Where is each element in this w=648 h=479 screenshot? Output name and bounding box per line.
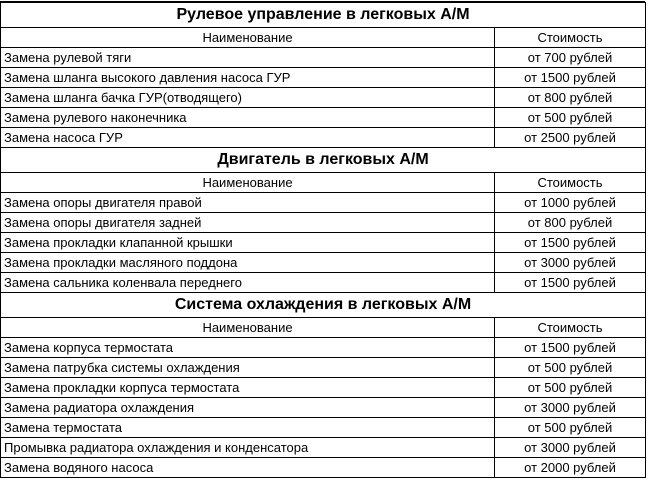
header-row bbox=[1, 173, 646, 193]
service-name: Замена термостата bbox=[1, 418, 495, 438]
column-header-name: Наименование bbox=[1, 318, 495, 338]
service-price: от 500 рублей bbox=[495, 358, 646, 378]
column-header-name: Наименование bbox=[1, 28, 495, 48]
column-header-price: Стоимость bbox=[495, 318, 646, 338]
service-name: Замена радиатора охлаждения bbox=[1, 398, 495, 418]
service-price: от 800 рублей bbox=[495, 213, 646, 233]
service-price: от 500 рублей bbox=[495, 108, 646, 128]
service-price: от 1500 рублей bbox=[495, 338, 646, 358]
table-row bbox=[1, 88, 646, 108]
header-row bbox=[1, 318, 646, 338]
table-row bbox=[1, 48, 646, 68]
section-title: Система охлаждения в легковых А/М bbox=[1, 293, 646, 318]
service-name: Замена корпуса термостата bbox=[1, 338, 495, 358]
section-title: Рулевое управление в легковых А/М bbox=[1, 3, 646, 28]
service-price: от 3000 рублей bbox=[495, 438, 646, 458]
table-row bbox=[1, 128, 646, 148]
table-row bbox=[1, 398, 646, 418]
service-name: Замена опоры двигателя правой bbox=[1, 193, 495, 213]
service-price: от 1000 рублей bbox=[495, 193, 646, 213]
service-name: Замена патрубка системы охлаждения bbox=[1, 358, 495, 378]
table-row bbox=[1, 253, 646, 273]
service-name: Замена рулевого наконечника bbox=[1, 108, 495, 128]
service-name: Замена прокладки масляного поддона bbox=[1, 253, 495, 273]
service-name: Замена насоса ГУР bbox=[1, 128, 495, 148]
service-name: Замена шланга бачка ГУР(отводящего) bbox=[1, 88, 495, 108]
service-price: от 1500 рублей bbox=[495, 273, 646, 293]
section-title-row bbox=[1, 293, 646, 318]
service-price: от 500 рублей bbox=[495, 418, 646, 438]
service-price: от 2000 рублей bbox=[495, 458, 646, 478]
service-name: Промывка радиатора охлаждения и конденсатора bbox=[1, 438, 495, 458]
service-price: от 2500 рублей bbox=[495, 128, 646, 148]
service-name: Замена шланга высокого давления насоса ГУР bbox=[1, 68, 495, 88]
service-name: Замена рулевой тяги bbox=[1, 48, 495, 68]
section-title: Двигатель в легковых А/М bbox=[1, 148, 646, 173]
service-price: от 3000 рублей bbox=[495, 253, 646, 273]
section-title-row bbox=[1, 3, 646, 28]
table-row bbox=[1, 418, 646, 438]
service-price: от 3000 рублей bbox=[495, 398, 646, 418]
table-row bbox=[1, 213, 646, 233]
service-price: от 1500 рублей bbox=[495, 68, 646, 88]
table-row bbox=[1, 233, 646, 253]
service-name: Замена водяного насоса bbox=[1, 458, 495, 478]
table-row bbox=[1, 458, 646, 478]
header-row bbox=[1, 28, 646, 48]
column-header-name: Наименование bbox=[1, 173, 495, 193]
table-row bbox=[1, 338, 646, 358]
table-row bbox=[1, 68, 646, 88]
column-header-price: Стоимость bbox=[495, 28, 646, 48]
price-table bbox=[0, 2, 646, 478]
service-price: от 500 рублей bbox=[495, 378, 646, 398]
service-name: Замена сальника коленвала переднего bbox=[1, 273, 495, 293]
table-row bbox=[1, 378, 646, 398]
service-price: от 1500 рублей bbox=[495, 233, 646, 253]
service-price: от 700 рублей bbox=[495, 48, 646, 68]
service-name: Замена прокладки корпуса термостата bbox=[1, 378, 495, 398]
service-name: Замена опоры двигателя задней bbox=[1, 213, 495, 233]
section-title-row bbox=[1, 148, 646, 173]
table-row bbox=[1, 273, 646, 293]
service-name: Замена прокладки клапанной крышки bbox=[1, 233, 495, 253]
service-price: от 800 рублей bbox=[495, 88, 646, 108]
table-row bbox=[1, 358, 646, 378]
table-row bbox=[1, 108, 646, 128]
table-row bbox=[1, 193, 646, 213]
table-row bbox=[1, 438, 646, 458]
column-header-price: Стоимость bbox=[495, 173, 646, 193]
